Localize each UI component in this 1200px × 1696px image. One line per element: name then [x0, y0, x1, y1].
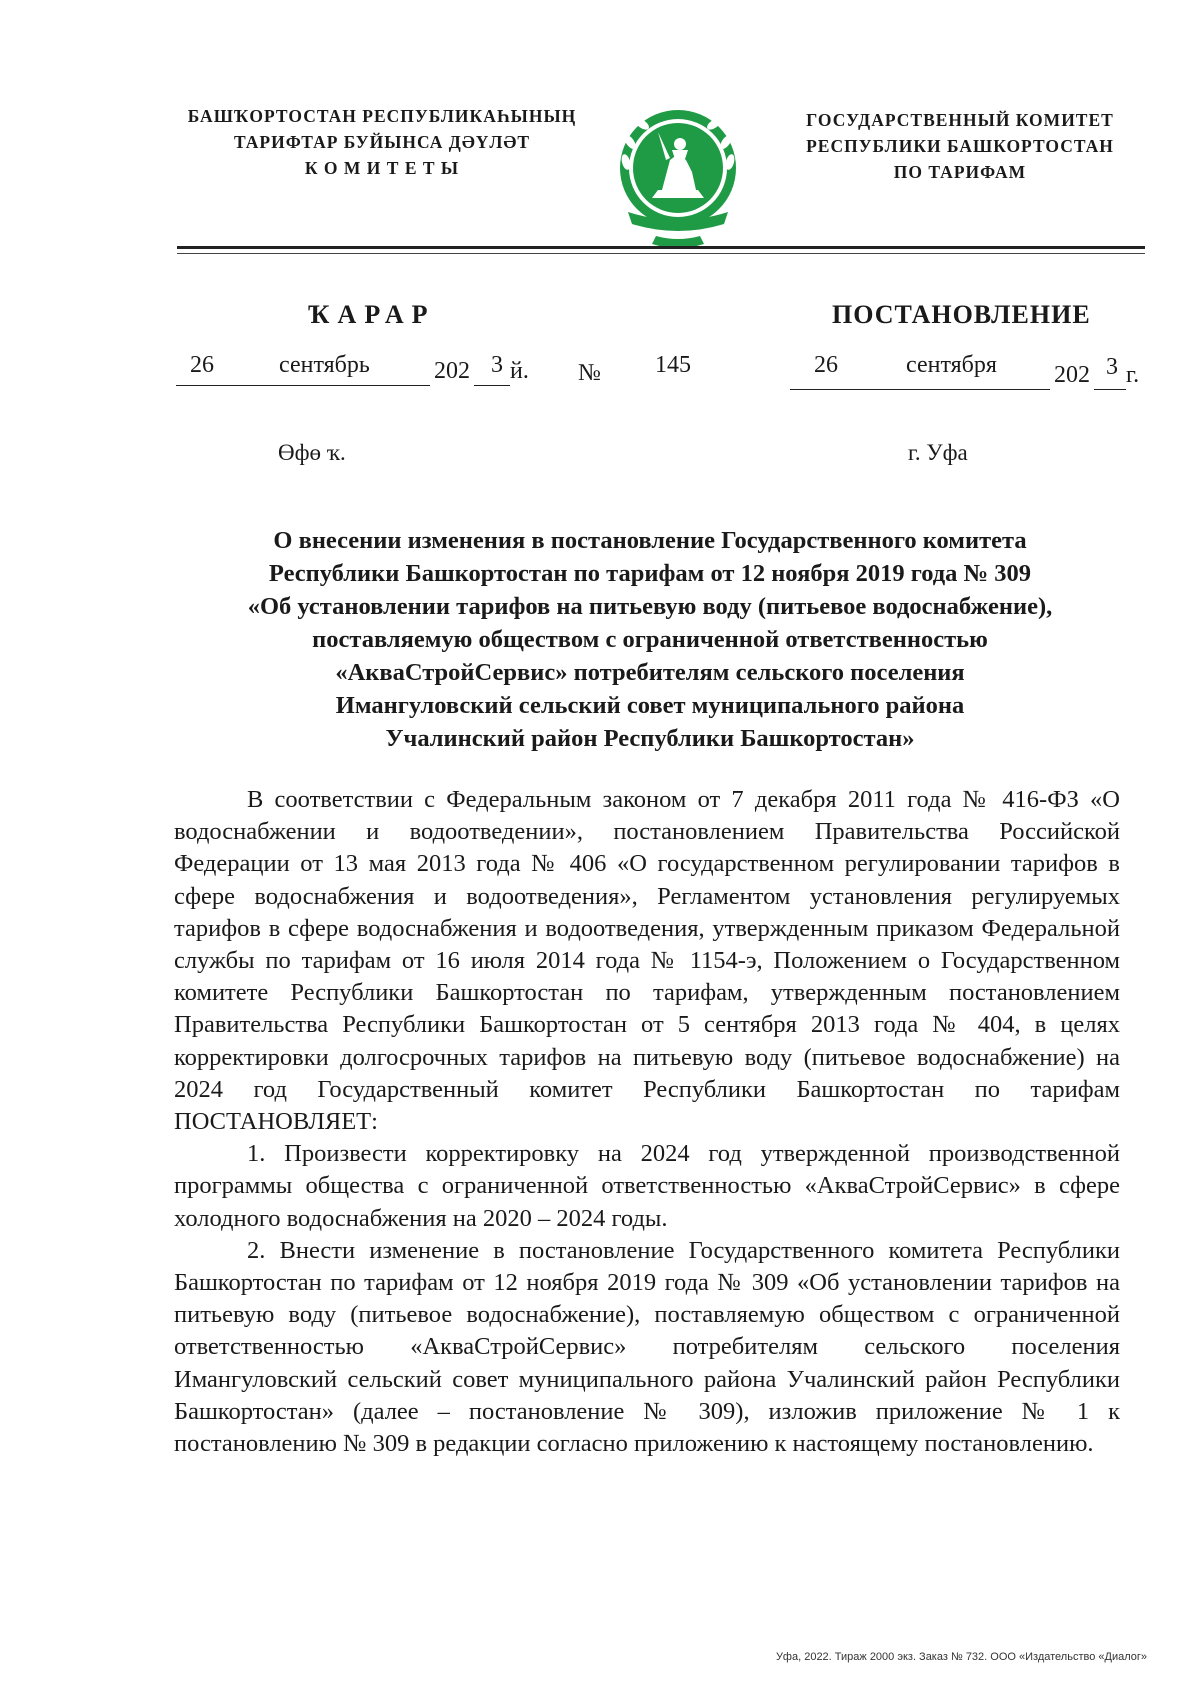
left-year-underline	[474, 385, 510, 386]
left-year-digit: 3	[491, 352, 503, 378]
heading-line: поставляемую обществом с ограниченной ответственностью	[312, 626, 988, 653]
header-right-line-3: ПО ТАРИФАМ	[893, 162, 1027, 182]
coat-of-arms-emblem	[612, 102, 744, 252]
karar-title: ҠАРАР	[308, 300, 436, 329]
right-year-digit: 3	[1106, 354, 1118, 380]
right-city: г. Уфа	[908, 440, 968, 465]
right-date-underline	[790, 389, 1050, 390]
document-heading	[170, 524, 1130, 755]
header-left-block	[172, 103, 592, 181]
left-date-underline	[176, 385, 430, 386]
body-paragraph-preamble: В соответствии с Федеральным законом от 7 декабря 2011 года № 416-ФЗ «О водоснабжении и водоотведении», постановлением Правительства Российской Федерации от 13 мая 2013 года № 406 «О государственном регулировании тарифов в сфере водоснабжения и водоотведения», Регламентом установления регулируемых тарифов в сфере водоснабжения и водоотведения, утвержденным приказом Федеральной службы по тарифам от 16 июля 2014 года № 1154-э, Положением о Государственном комитете Республики Башкортостан по тарифам, утвержденным постановлением Правительства Республики Башкортостан от 5 сентября 2013 года № 404, в целях корректировки долгосрочных тарифов на питьевую воду (питьевое водоснабжение) на 2024 год Государственный комитет Республики Башкортостан по тарифам ПОСТАНОВЛЯЕТ:	[174, 786, 1120, 1136]
header-right-line-1: ГОСУДАРСТВЕННЫЙ КОМИТЕТ	[806, 110, 1114, 130]
right-year-prefix: 202	[1054, 362, 1090, 388]
left-year-suffix: й.	[510, 358, 529, 384]
print-footer: Уфа, 2022. Тираж 2000 экз. Заказ № 732. ООО «Издательство «Диалог»	[775, 1651, 1147, 1663]
heading-line: Учалинский район Республики Башкортостан»	[385, 725, 915, 752]
body-paragraph-item-2: 2. Внести изменение в постановление Государственного комитета Республики Башкортостан по тарифам от 12 ноября 2019 года № 309 «Об установлении тарифов на питьевую воду (питьевое водоснабжение), поставляемую обществом с ограниченной ответственностью «АкваСтройСервис» потребителям сельского поселения Имангуловский сельский совет муниципального района Учалинский район Республики Башкортостан» (далее – постановление № 309), изложив приложение № 1 к постановлению № 309 в редакции согласно приложению к настоящему постановлению.	[174, 1236, 1120, 1458]
right-month: сентября	[906, 352, 997, 378]
decree-number: 145	[655, 352, 691, 378]
heading-line: О внесении изменения в постановление Государственного комитета	[273, 527, 1027, 554]
right-year-suffix: г.	[1126, 362, 1140, 388]
left-year-prefix: 202	[434, 358, 470, 384]
right-day: 26	[814, 352, 838, 378]
postanovlenie-title: ПОСТАНОВЛЕНИЕ	[832, 300, 1091, 329]
right-year-underline	[1094, 389, 1126, 390]
left-day: 26	[190, 352, 214, 378]
header-rule-thin	[177, 253, 1145, 254]
header-left-line-1: БАШҠОРТОСТАН РЕСПУБЛИКАҺЫНЫҢ	[187, 106, 577, 126]
header-right-line-2: РЕСПУБЛИКИ БАШКОРТОСТАН	[806, 136, 1114, 156]
header-right-block	[780, 107, 1140, 185]
heading-line: Республики Башкортостан по тарифам от 12 ноября 2019 года № 309	[268, 560, 1032, 587]
header-rule-thick	[177, 246, 1145, 249]
heading-line: Имангуловский сельский совет муниципального района	[335, 692, 965, 719]
document-body	[174, 784, 1120, 1460]
left-month: сентябрь	[279, 352, 370, 378]
header-left-line-2: ТАРИФТАР БУЙЫНСА ДӘҮЛӘТ	[233, 132, 531, 152]
left-city: Өфө ҡ.	[278, 440, 346, 465]
heading-line: «АкваСтройСервис» потребителям сельского поселения	[335, 659, 965, 686]
header-left-line-3: К О М И Т Е Т Ы	[304, 158, 460, 178]
body-paragraph-item-1: 1. Произвести корректировку на 2024 год утвержденной производственной программы общества с ограниченной ответственностью «АкваСтройСервис» в сфере холодного водоснабжения на 2020 – 2024 годы.	[174, 1140, 1120, 1232]
number-sign: №	[578, 360, 601, 386]
heading-line: «Об установлении тарифов на питьевую воду (питьевое водоснабжение),	[247, 593, 1053, 620]
